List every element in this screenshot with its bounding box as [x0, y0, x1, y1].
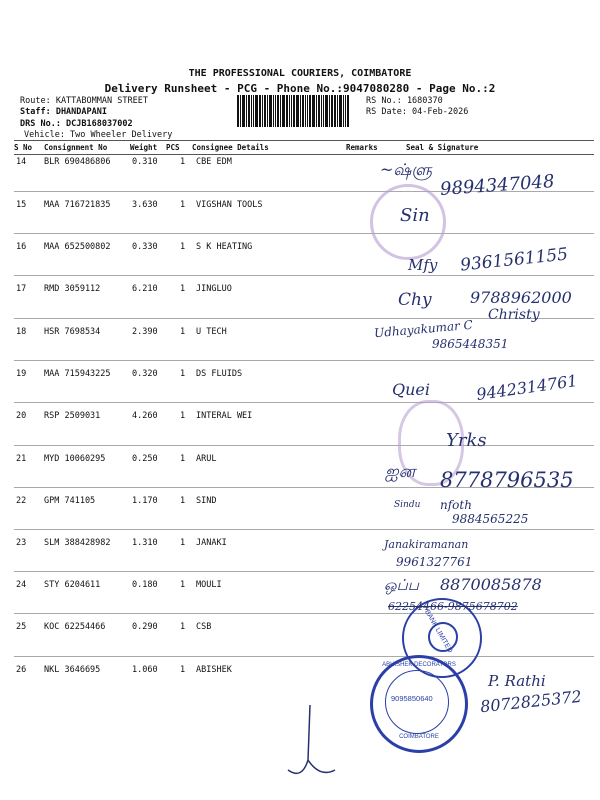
col-remarks: Remarks	[346, 143, 378, 152]
sig-16-phone: 9361561155	[459, 244, 569, 276]
sig-17-scribble: Chy	[398, 290, 432, 310]
cell-weight: 0.310	[132, 157, 158, 167]
cell-pcs: 1	[180, 622, 186, 632]
cell-weight: 0.320	[132, 369, 158, 379]
cell-sno: 15	[16, 200, 27, 210]
cell-pcs: 1	[180, 242, 186, 252]
cell-consignment: MAA 716721835	[44, 200, 111, 210]
sig-17-name: Christy	[488, 307, 540, 323]
sig-17-phone: 9788962000	[470, 288, 572, 307]
header-rule-top	[14, 140, 594, 141]
sig-14-phone: 9894347048	[439, 171, 556, 200]
cell-sno: 16	[16, 242, 27, 252]
vehicle-label: Vehicle: Two Wheeler Delivery	[24, 130, 173, 140]
sig-23-phone: 9961327761	[396, 555, 473, 569]
sig-26-name: P. Rathi	[488, 672, 546, 690]
table-row	[14, 157, 594, 171]
cell-weight: 1.170	[132, 496, 158, 506]
cell-consignee: CBE EDM	[196, 157, 232, 167]
table-row	[14, 496, 594, 510]
cell-consignee: DS FLUIDS	[196, 369, 243, 379]
sig-24-phone: 8870085878	[440, 575, 542, 594]
stamp-phone: 9095850640	[391, 694, 433, 703]
cell-sno: 14	[16, 157, 27, 167]
cell-weight: 4.260	[132, 411, 158, 421]
stamp-city: COIMBATORE	[399, 734, 439, 740]
row-divider	[14, 360, 594, 361]
cell-sno: 19	[16, 369, 27, 379]
cell-consignment: BLR 690486806	[44, 157, 111, 167]
cell-consignee: INTERAL WEI	[196, 411, 253, 421]
barcode	[237, 95, 361, 127]
cell-weight: 0.250	[132, 454, 158, 464]
col-consignment: Consignment No	[44, 143, 108, 152]
cell-consignee: VIGSHAN TOOLS	[196, 200, 263, 210]
cell-weight: 0.290	[132, 622, 158, 632]
row-divider	[14, 402, 594, 403]
row-divider	[14, 571, 594, 572]
cell-pcs: 1	[180, 157, 186, 167]
cell-sno: 25	[16, 622, 27, 632]
cell-sno: 21	[16, 454, 27, 464]
sig-18-phone: 9865448351	[432, 337, 509, 351]
cell-consignee: JINGLUO	[196, 284, 232, 294]
cell-pcs: 1	[180, 538, 186, 548]
cell-weight: 1.310	[132, 538, 158, 548]
cell-consignment: MAA 715943225	[44, 369, 111, 379]
sig-18-name: Udhayakumar C	[373, 317, 474, 341]
cell-sno: 23	[16, 538, 27, 548]
cell-weight: 3.630	[132, 200, 158, 210]
cell-weight: 0.180	[132, 580, 158, 590]
cell-consignee: MOULI	[196, 580, 222, 590]
cell-sno: 26	[16, 665, 27, 675]
cell-consignee: U TECH	[196, 327, 227, 337]
cell-consignment: HSR 7698534	[44, 327, 101, 337]
cell-weight: 0.330	[132, 242, 158, 252]
row-divider	[14, 233, 594, 234]
sig-22-name: Sindu	[394, 500, 421, 510]
cell-pcs: 1	[180, 369, 186, 379]
cell-weight: 1.060	[132, 665, 158, 675]
drs-label: DRS No.: DCJB168037002	[20, 119, 133, 129]
cell-consignee: ARUL	[196, 454, 217, 464]
table-row	[14, 200, 594, 214]
runsheet-subtitle: Delivery Runsheet - PCG - Phone No.:9047080280 - Page No.:2	[104, 82, 496, 95]
sig-22-phone: 9884565225	[452, 512, 529, 526]
col-weight: Weight	[130, 143, 158, 152]
sig-16-scribble: Mfy	[408, 256, 438, 274]
sig-19-phone: 9442314761	[475, 371, 579, 404]
sig-20: Yrks	[446, 430, 487, 451]
sig-24-struck: 62254466-9875678702	[388, 600, 518, 613]
bank-stamp-emblem	[428, 622, 458, 652]
col-seal: Seal & Signature	[406, 143, 479, 152]
cell-pcs: 1	[180, 411, 186, 421]
row-divider	[14, 275, 594, 276]
header-rule-bottom	[14, 154, 594, 155]
sig-22-scribble: nfoth	[440, 498, 472, 512]
cell-pcs: 1	[180, 200, 186, 210]
cell-consignee: CSB	[196, 622, 212, 632]
row-divider	[14, 656, 594, 657]
sig-19-scribble: Quei	[392, 380, 431, 399]
pen-mark	[280, 700, 340, 790]
col-consignee: Consignee Details	[192, 143, 269, 152]
cell-consignee: SIND	[196, 496, 217, 506]
table-row	[14, 538, 594, 552]
cell-pcs: 1	[180, 284, 186, 294]
cell-consignee: JANAKI	[196, 538, 227, 548]
cell-consignee: S K HEATING	[196, 242, 253, 252]
sig-24-scribble: ஒப்ப	[384, 576, 419, 594]
table-row	[14, 454, 594, 468]
cell-pcs: 1	[180, 496, 186, 506]
row-divider	[14, 613, 594, 614]
sig-23-name: Janakiramanan	[384, 538, 469, 551]
cell-pcs: 1	[180, 327, 186, 337]
cell-consignment: SLM 388428982	[44, 538, 111, 548]
cell-consignment: STY 6204611	[44, 580, 101, 590]
cell-pcs: 1	[180, 580, 186, 590]
cell-consignment: KOC 62254466	[44, 622, 106, 632]
cell-sno: 18	[16, 327, 27, 337]
staff-label: Staff: DHANDAPANI	[20, 107, 107, 117]
cell-sno: 24	[16, 580, 27, 590]
row-divider	[14, 445, 594, 446]
cell-consignment: MAA 652500802	[44, 242, 111, 252]
cell-pcs: 1	[180, 665, 186, 675]
cell-consignment: MYD 10060295	[44, 454, 106, 464]
cell-pcs: 1	[180, 454, 186, 464]
cell-weight: 2.390	[132, 327, 158, 337]
table-row	[14, 411, 594, 425]
cell-consignee: ABISHEK	[196, 665, 232, 675]
route-label: Route: KATTABOMMAN STREET	[20, 96, 148, 106]
table-row	[14, 622, 594, 636]
stamp-name: ABHISHEK DECORATORS	[382, 662, 456, 668]
cell-sno: 22	[16, 496, 27, 506]
rs-number: RS No.: 1680370	[366, 96, 443, 106]
rs-date: RS Date: 04-Feb-2026	[366, 107, 469, 117]
bank-stamp-text: BANK LIMITED	[423, 608, 454, 655]
sig-26-phone: 8072825372	[479, 686, 583, 717]
cell-sno: 17	[16, 284, 27, 294]
sig-21-scribble: ஐன	[385, 462, 416, 482]
abhishek-stamp	[370, 655, 468, 753]
sig-15: Sin	[400, 205, 430, 226]
row-divider	[14, 529, 594, 530]
cell-consignment: RMD 3059112	[44, 284, 101, 294]
col-pcs: PCS	[166, 143, 180, 152]
col-sno: S No	[14, 143, 33, 152]
cell-consignment: NKL 3646695	[44, 665, 101, 675]
cell-weight: 6.210	[132, 284, 158, 294]
company-title: THE PROFESSIONAL COURIERS, COIMBATORE	[188, 68, 412, 79]
cell-consignment: RSP 2509031	[44, 411, 101, 421]
cell-sno: 20	[16, 411, 27, 421]
sig-14-scribble: ~ஷ்ளு	[380, 160, 432, 179]
cell-consignment: GPM 741105	[44, 496, 96, 506]
sig-21-phone: 8778796535	[440, 468, 574, 492]
